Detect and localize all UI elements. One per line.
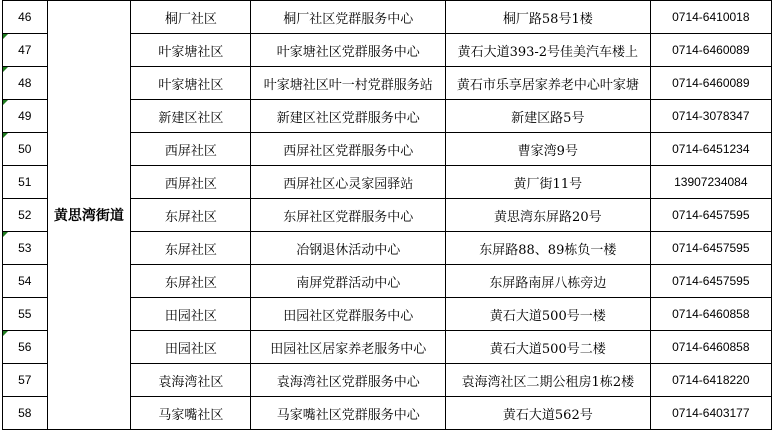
community-name-cell: 叶家塘社区 [131, 34, 251, 67]
address-cell: 黄石市乐享居家养老中心叶家塘 [446, 67, 651, 100]
community-name-cell: 西屏社区 [131, 166, 251, 199]
row-number-text: 50 [18, 142, 32, 156]
row-number-text: 48 [18, 76, 32, 90]
service-center-cell: 桐厂社区党群服务中心 [251, 1, 446, 34]
phone-cell: 0714-6451234 [650, 133, 771, 166]
cell-comment-marker-icon [3, 133, 8, 138]
address-cell: 黄石大道500号一楼 [446, 298, 651, 331]
service-center-cell: 田园社区居家养老服务中心 [251, 331, 446, 364]
cell-comment-marker-icon [3, 100, 8, 105]
cell-comment-marker-icon [3, 34, 8, 39]
address-cell: 新建区路5号 [446, 100, 651, 133]
community-name-cell: 叶家塘社区 [131, 67, 251, 100]
community-name-cell: 袁海湾社区 [131, 364, 251, 397]
table-row [3, 1, 772, 34]
community-service-table [2, 0, 772, 430]
service-center-cell: 叶家塘社区叶一村党群服务站 [251, 67, 446, 100]
row-number-text: 51 [18, 175, 32, 189]
community-name-cell: 西屏社区 [131, 133, 251, 166]
phone-cell: 0714-6403177 [650, 397, 771, 430]
service-center-cell: 南屏党群活动中心 [251, 265, 446, 298]
phone-cell: 0714-6460089 [650, 67, 771, 100]
phone-cell: 0714-6460858 [650, 331, 771, 364]
row-number [3, 364, 48, 397]
row-number-text: 54 [18, 274, 32, 288]
phone-cell: 0714-6457595 [650, 232, 771, 265]
phone-cell: 0714-6410018 [650, 1, 771, 34]
phone-cell: 0714-6460858 [650, 298, 771, 331]
service-center-cell: 新建区社区党群服务中心 [251, 100, 446, 133]
address-cell: 桐厂路58号1楼 [446, 1, 651, 34]
phone-cell: 0714-6457595 [650, 265, 771, 298]
row-number-text: 49 [18, 109, 32, 123]
community-name-cell: 桐厂社区 [131, 1, 251, 34]
row-number [3, 298, 48, 331]
community-name-cell: 田园社区 [131, 331, 251, 364]
phone-cell: 13907234084 [650, 166, 771, 199]
row-number [3, 166, 48, 199]
row-number-text: 55 [18, 307, 32, 321]
community-name-cell: 田园社区 [131, 298, 251, 331]
address-cell: 黄石大道562号 [446, 397, 651, 430]
cell-comment-marker-icon [3, 67, 8, 72]
service-center-cell: 西屏社区心灵家园驿站 [251, 166, 446, 199]
community-name-cell: 马家嘴社区 [131, 397, 251, 430]
service-center-cell: 马家嘴社区党群服务中心 [251, 397, 446, 430]
phone-cell: 0714-6457595 [650, 199, 771, 232]
service-center-cell: 袁海湾社区党群服务中心 [251, 364, 446, 397]
service-center-cell: 田园社区党群服务中心 [251, 298, 446, 331]
service-center-cell: 冶钢退休活动中心 [251, 232, 446, 265]
row-number-text: 46 [18, 10, 32, 24]
community-name-cell: 东屏社区 [131, 232, 251, 265]
row-number [3, 232, 48, 265]
row-number-text: 58 [18, 406, 32, 420]
community-name-cell: 新建区社区 [131, 100, 251, 133]
row-number-text: 53 [18, 241, 32, 255]
row-number-text: 57 [18, 373, 32, 387]
address-cell: 黄石大道393-2号佳美汽车楼上 [446, 34, 651, 67]
cell-comment-marker-icon [3, 232, 8, 237]
service-center-cell: 东屏社区党群服务中心 [251, 199, 446, 232]
row-number-text: 47 [18, 43, 32, 57]
phone-cell: 0714-6460089 [650, 34, 771, 67]
address-cell: 曹家湾9号 [446, 133, 651, 166]
address-cell: 袁海湾社区二期公租房1栋2楼 [446, 364, 651, 397]
row-number-text: 56 [18, 340, 32, 354]
address-cell: 东屏路88、89栋负一楼 [446, 232, 651, 265]
cell-comment-marker-icon [3, 331, 8, 336]
service-center-cell: 叶家塘社区党群服务中心 [251, 34, 446, 67]
row-number [3, 67, 48, 100]
street-name-cell: 黄思湾街道 [47, 1, 131, 430]
service-center-cell: 西屏社区党群服务中心 [251, 133, 446, 166]
row-number-text: 52 [18, 208, 32, 222]
row-number [3, 331, 48, 364]
row-number [3, 133, 48, 166]
phone-cell: 0714-6418220 [650, 364, 771, 397]
community-name-cell: 东屏社区 [131, 199, 251, 232]
row-number [3, 199, 48, 232]
row-number [3, 265, 48, 298]
row-number [3, 397, 48, 430]
address-cell: 黄厂街11号 [446, 166, 651, 199]
community-name-cell: 东屏社区 [131, 265, 251, 298]
phone-cell: 0714-3078347 [650, 100, 771, 133]
row-number [3, 1, 48, 34]
address-cell: 黄石大道500号二楼 [446, 331, 651, 364]
address-cell: 黄思湾东屏路20号 [446, 199, 651, 232]
row-number [3, 100, 48, 133]
table-body [3, 1, 772, 430]
row-number [3, 34, 48, 67]
address-cell: 东屏路南屏八栋旁边 [446, 265, 651, 298]
